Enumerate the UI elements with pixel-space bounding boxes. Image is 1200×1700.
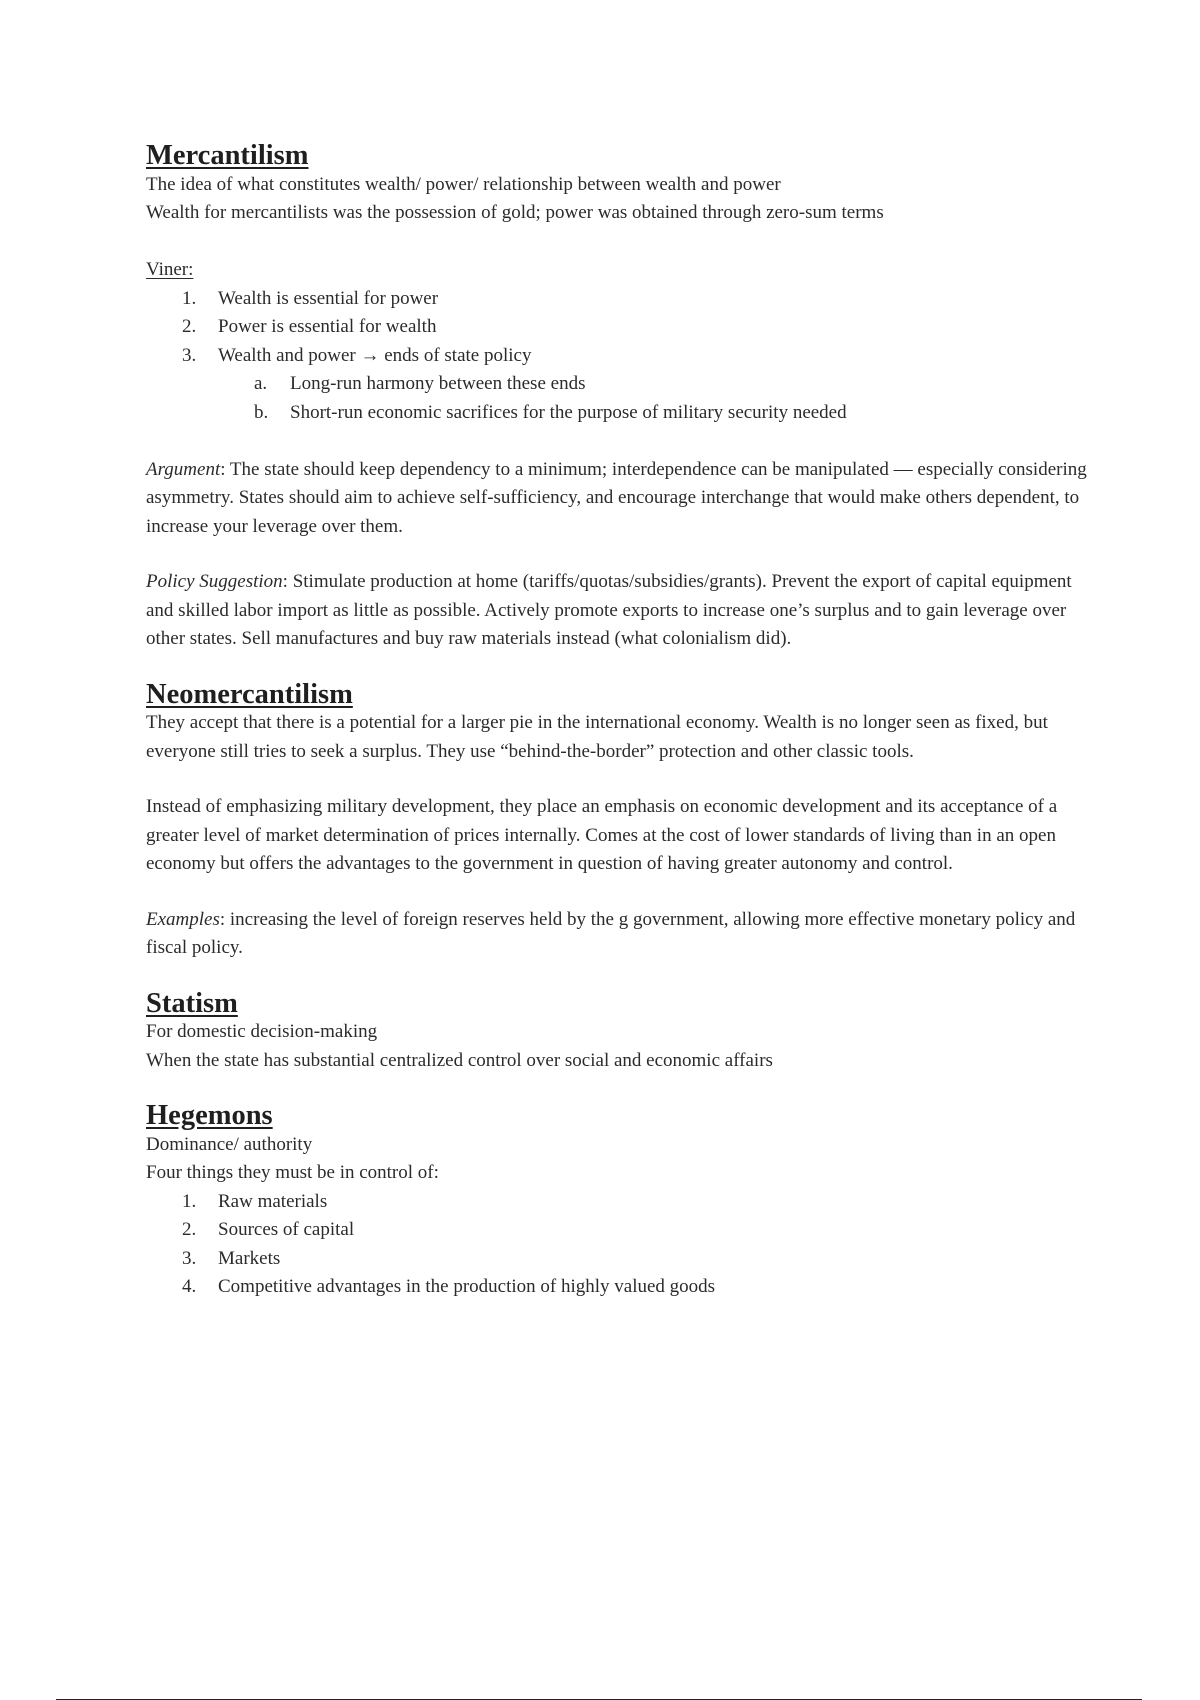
heading-hegemons: Hegemons	[146, 1100, 273, 1131]
spacer	[146, 654, 1096, 681]
spacer	[146, 1075, 1096, 1102]
heading-statism: Statism	[146, 987, 238, 1019]
examples-label: Examples	[146, 908, 220, 930]
list-number: 4.	[182, 1276, 197, 1297]
list-item-text: Wealth is essential for power	[218, 287, 439, 309]
list-item	[146, 1245, 1096, 1274]
list-letter: b.	[254, 401, 269, 423]
list-item-text: Competitive advantages in the production of highly valued goods	[218, 1276, 716, 1297]
mercantilism-line-1: The idea of what constitutes wealth/ power/ relationship between wealth and power	[146, 173, 781, 195]
examples-paragraph	[146, 906, 1096, 963]
heading-mercantilism: Mercantilism	[146, 140, 309, 171]
list-item	[146, 1273, 1096, 1302]
argument-paragraph	[146, 456, 1096, 542]
spacer	[146, 228, 1096, 257]
list-item	[146, 1216, 1096, 1245]
examples-text: : increasing the level of foreign reserves held by the g government, allowing more effective monetary policy and fiscal policy.	[146, 908, 1076, 958]
list-item	[146, 342, 1096, 371]
list-number: 3.	[182, 1247, 197, 1269]
list-item-text: Raw materials	[218, 1190, 328, 1212]
list-number: 2.	[182, 316, 197, 337]
hegemons-line-1: Dominance/ authority	[146, 1133, 313, 1155]
spacer	[146, 879, 1096, 906]
heading-neomercantilism: Neomercantilism	[146, 678, 353, 710]
list-item-text: Sources of capital	[218, 1219, 355, 1240]
heading-viner: Viner:	[146, 259, 194, 280]
list-item-text: Wealth and power → ends of state policy	[218, 344, 532, 366]
argument-label: Argument	[146, 458, 221, 480]
list-item	[146, 1188, 1096, 1217]
viner-list	[146, 285, 1096, 428]
argument-text: : The state should keep dependency to a minimum; interdependence can be manipulated — especially considering asymmetry. States should aim to achieve self-sufficiency, and encourage interchange that would make others dependent, to increase your leverage over them.	[146, 458, 1087, 537]
list-item	[146, 285, 1096, 314]
hegemons-line-2: Four things they must be in control of:	[146, 1162, 439, 1183]
list-letter: a.	[254, 373, 268, 394]
statism-line-2: When the state has substantial centralized control over social and economic affairs	[146, 1049, 773, 1071]
list-item-text: Long-run harmony between these ends	[290, 373, 586, 394]
neomercantilism-paragraph-1: They accept that there is a potential for a larger pie in the international economy. Wealth is no longer seen as fixed, but everyone still tries to seek a surplus. They use “behind-the-border” protection and other classic tools.	[146, 712, 1048, 762]
mercantilism-line-2: Wealth for mercantilists was the possession of gold; power was obtained through zero-sum terms	[146, 202, 884, 223]
list-item-text: Markets	[218, 1247, 281, 1269]
list-number: 3.	[182, 344, 197, 366]
hegemons-list	[146, 1188, 1096, 1302]
list-number: 1.	[182, 1190, 197, 1212]
list-item-text: Short-run economic sacrifices for the purpose of military security needed	[290, 401, 847, 423]
spacer	[146, 963, 1096, 990]
policy-text: : Stimulate production at home (tariffs/quotas/subsidies/grants). Prevent the export of capital equipment and skilled labor import as little as possible. Actively promote exports to increase one’s surplus and to gain leverage over other states. Sell manufactures and buy raw materials instead (what colonialism did).	[146, 571, 1072, 649]
spacer	[146, 541, 1096, 568]
statism-line-1: For domestic decision-making	[146, 1021, 378, 1042]
spacer	[146, 427, 1096, 456]
list-item-text: Power is essential for wealth	[218, 316, 437, 337]
list-number: 1.	[182, 287, 197, 309]
list-item	[146, 313, 1096, 342]
spacer	[146, 766, 1096, 793]
neomercantilism-paragraph-2: Instead of emphasizing military development, they place an emphasis on economic development and its acceptance of a greater level of market determination of prices internally. Comes at the cost of lower standards of living than in an open economy but offers the advantages to the government in question of having greater autonomy and control.	[146, 796, 1058, 874]
list-number: 2.	[182, 1219, 197, 1240]
document-page	[146, 142, 1096, 1302]
sub-list-item	[146, 370, 1096, 399]
policy-label: Policy Suggestion	[146, 571, 283, 592]
sub-list-item	[146, 399, 1096, 428]
policy-paragraph	[146, 568, 1096, 654]
